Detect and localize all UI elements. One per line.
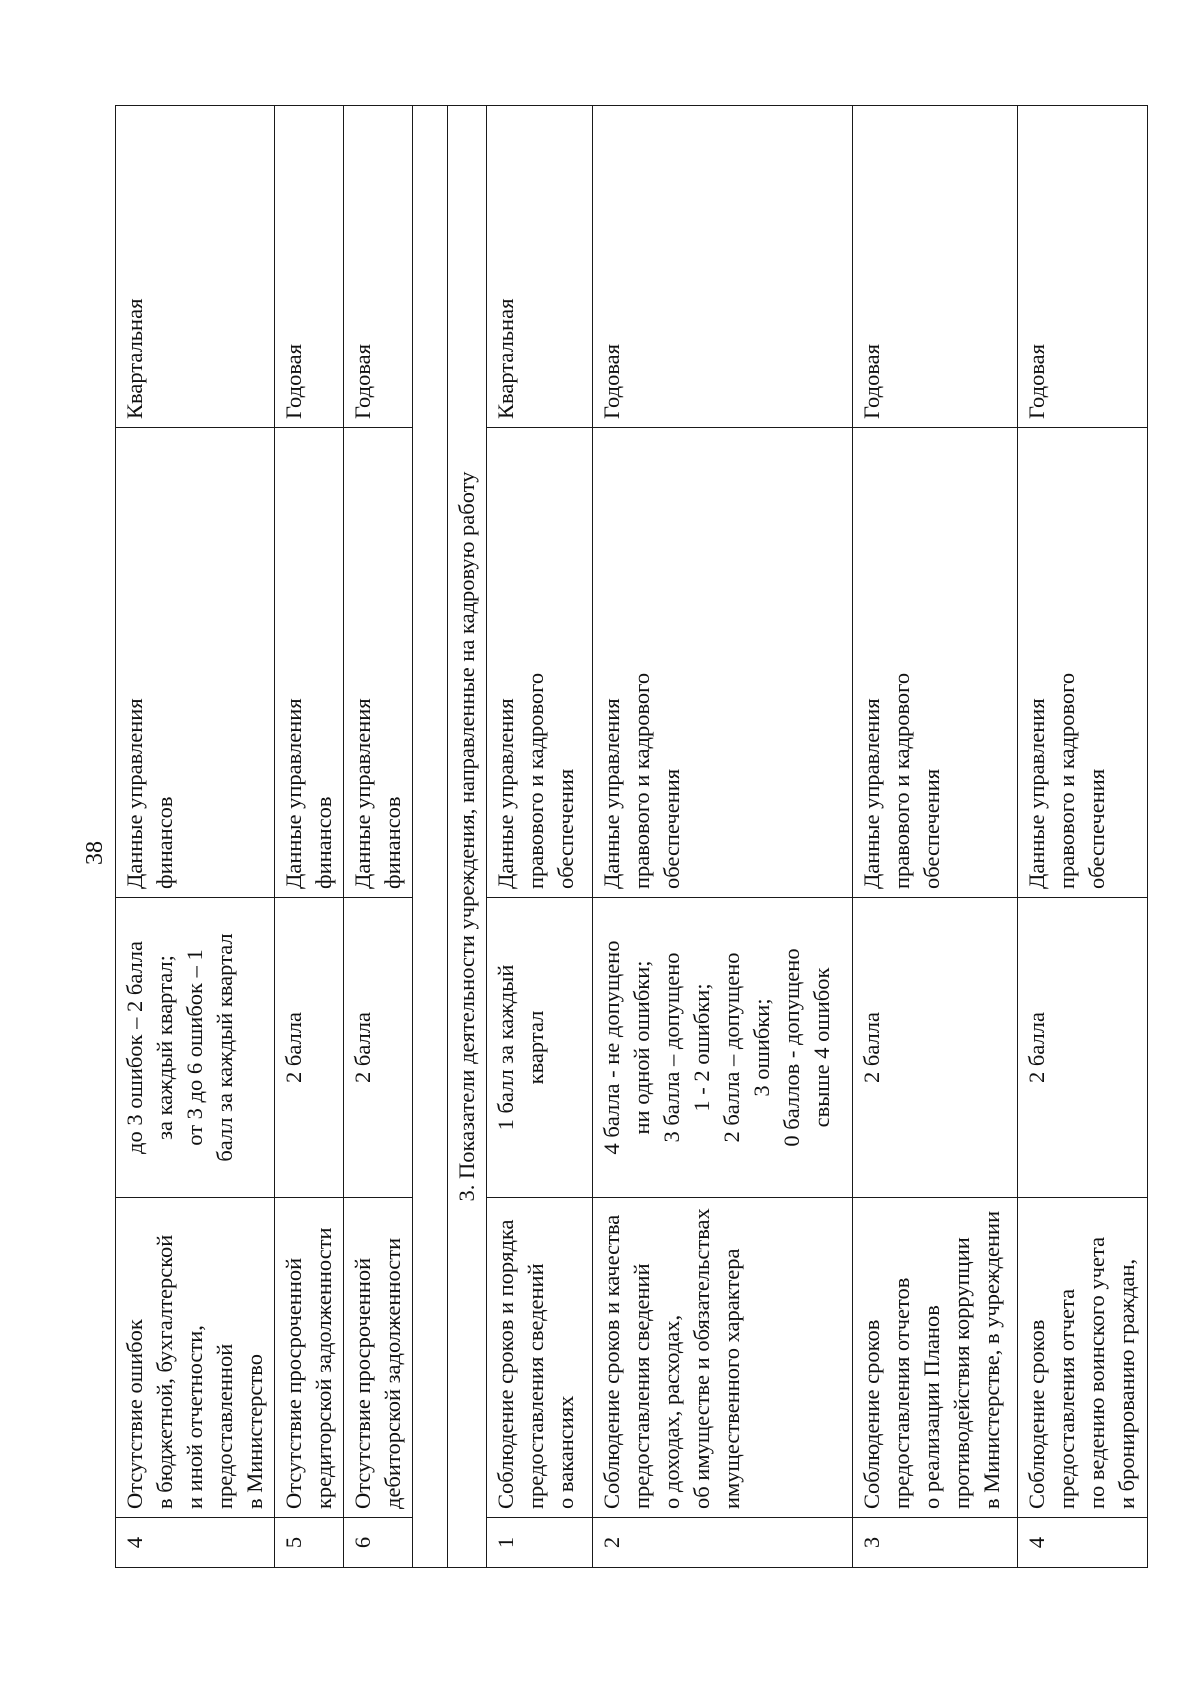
text-line: Соблюдение сроков (859, 1319, 884, 1509)
frequency: Квартальная (116, 106, 275, 428)
text-line: обеспечения (919, 768, 944, 889)
text-line: обеспечения (659, 768, 684, 889)
text-line: Отсутствие ошибок (122, 1319, 147, 1509)
text-line: обеспечения (1084, 768, 1109, 889)
table-row (1018, 106, 1148, 1568)
row-number: 3 (853, 1518, 1018, 1568)
frequency: Годовая (853, 106, 1018, 428)
row-number: 4 (116, 1518, 275, 1568)
row-number: 1 (487, 1518, 593, 1568)
text-line: финансов (380, 796, 405, 889)
text-line: о вакансиях (553, 1395, 578, 1509)
text-line: Данные управления (599, 698, 624, 889)
row-number: 6 (344, 1518, 413, 1568)
text-line: до 3 ошибок – 2 балла (122, 941, 147, 1154)
frequency: Годовая (344, 106, 413, 428)
text-line: 1 балл за каждый (493, 964, 518, 1131)
text-line: Данные управления (859, 698, 884, 889)
text-line: о реализации Планов (919, 1305, 944, 1509)
table-row (344, 106, 413, 1568)
indicator-name (1018, 1198, 1148, 1518)
data-source (275, 428, 344, 898)
text-line: 2 балла (350, 1012, 375, 1083)
frequency: Годовая (275, 106, 344, 428)
text-line: Данные управления (1024, 698, 1049, 889)
indicator-name (593, 1198, 853, 1518)
text-line: и бронированию граждан, (1114, 1258, 1139, 1509)
text-line: Данные управления (350, 698, 375, 889)
text-line: 0 баллов - допущено (779, 948, 804, 1147)
frequency: Годовая (593, 106, 853, 428)
frequency: Квартальная (487, 106, 593, 428)
text-line: от 3 до 6 ошибок – 1 (182, 949, 207, 1146)
text-line: 2 балла (281, 1012, 306, 1083)
text-line: имущественного характера (719, 1248, 744, 1509)
frequency: Годовая (1018, 106, 1148, 428)
section-title: 3. Показатели деятельности учреждения, направленные на кадровую работу (448, 106, 487, 1568)
text-line: кредиторской задолженности (311, 1227, 336, 1509)
indicator-score (487, 898, 593, 1198)
indicator-name (275, 1198, 344, 1518)
text-line: Отсутствие просроченной (281, 1257, 306, 1509)
blank-cell (413, 106, 448, 1568)
section-header-row (448, 106, 487, 1568)
text-line: о доходах, расходах, (659, 1314, 684, 1509)
table-row (593, 106, 853, 1568)
text-line: 3 ошибки; (749, 998, 774, 1097)
data-source (1018, 428, 1148, 898)
text-line: предоставления сведений (523, 1263, 548, 1509)
indicator-name (344, 1198, 413, 1518)
text-line: предоставления отчетов (889, 1277, 914, 1509)
text-line: квартал (523, 1010, 548, 1085)
text-line: правового и кадрового (629, 672, 654, 889)
row-number: 4 (1018, 1518, 1148, 1568)
text-line: 2 балла – допущено (719, 952, 744, 1143)
text-line: 4 балла - не допущено (599, 940, 624, 1155)
text-line: в бюджетной, бухгалтерской (152, 1234, 177, 1509)
text-line: Отсутствие просроченной (350, 1257, 375, 1509)
indicator-score (593, 898, 853, 1198)
text-line: предоставленной (212, 1343, 237, 1509)
text-line: Соблюдение сроков и качества (599, 1214, 624, 1509)
text-line: дебиторской задолженности (380, 1237, 405, 1509)
text-line: противодействия коррупции (949, 1237, 974, 1509)
indicators-table (115, 105, 1148, 1568)
text-line: ни одной ошибки; (629, 960, 654, 1135)
table-row-blank (413, 106, 448, 1568)
text-line: правового и кадрового (889, 672, 914, 889)
indicator-score (344, 898, 413, 1198)
text-line: финансов (311, 796, 336, 889)
text-line: за каждый квартал; (152, 955, 177, 1140)
row-number: 2 (593, 1518, 853, 1568)
text-line: правового и кадрового (1054, 672, 1079, 889)
indicator-score (116, 898, 275, 1198)
text-line: 2 балла (1024, 1012, 1049, 1083)
page-number: 38 (82, 841, 108, 865)
table-row (853, 106, 1018, 1568)
data-source (116, 428, 275, 898)
text-line: 1 - 2 ошибки; (689, 983, 714, 1112)
indicator-name (116, 1198, 275, 1518)
text-line: предоставления сведений (629, 1263, 654, 1509)
row-number: 5 (275, 1518, 344, 1568)
text-line: в Министерство (242, 1354, 267, 1509)
text-line: свыше 4 ошибок (809, 967, 834, 1128)
text-line: 2 балла (859, 1012, 884, 1083)
text-line: финансов (152, 796, 177, 889)
indicator-score (1018, 898, 1148, 1198)
data-source (487, 428, 593, 898)
table-row (116, 106, 275, 1568)
table-row (275, 106, 344, 1568)
text-line: обеспечения (553, 768, 578, 889)
indicator-name (487, 1198, 593, 1518)
text-line: правового и кадрового (523, 672, 548, 889)
document-table-rotated (115, 106, 1139, 1568)
data-source (344, 428, 413, 898)
text-line: Данные управления (122, 698, 147, 889)
text-line: в Министерстве, в учреждении (979, 1210, 1004, 1509)
text-line: Данные управления (493, 698, 518, 889)
text-line: и иной отчетности, (182, 1325, 207, 1509)
data-source (853, 428, 1018, 898)
indicator-score (275, 898, 344, 1198)
text-line: Данные управления (281, 698, 306, 889)
text-line: об имуществе и обязательствах (689, 1208, 714, 1509)
text-line: Соблюдение сроков и порядка (493, 1219, 518, 1509)
text-line: балл за каждый квартал (212, 933, 237, 1162)
text-line: 3 балла – допущено (659, 952, 684, 1143)
table-row (487, 106, 593, 1568)
indicator-name (853, 1198, 1018, 1518)
data-source (593, 428, 853, 898)
text-line: предоставления отчета (1054, 1288, 1079, 1509)
indicator-score (853, 898, 1018, 1198)
text-line: по ведению воинского учета (1084, 1236, 1109, 1509)
text-line: Соблюдение сроков (1024, 1319, 1049, 1509)
